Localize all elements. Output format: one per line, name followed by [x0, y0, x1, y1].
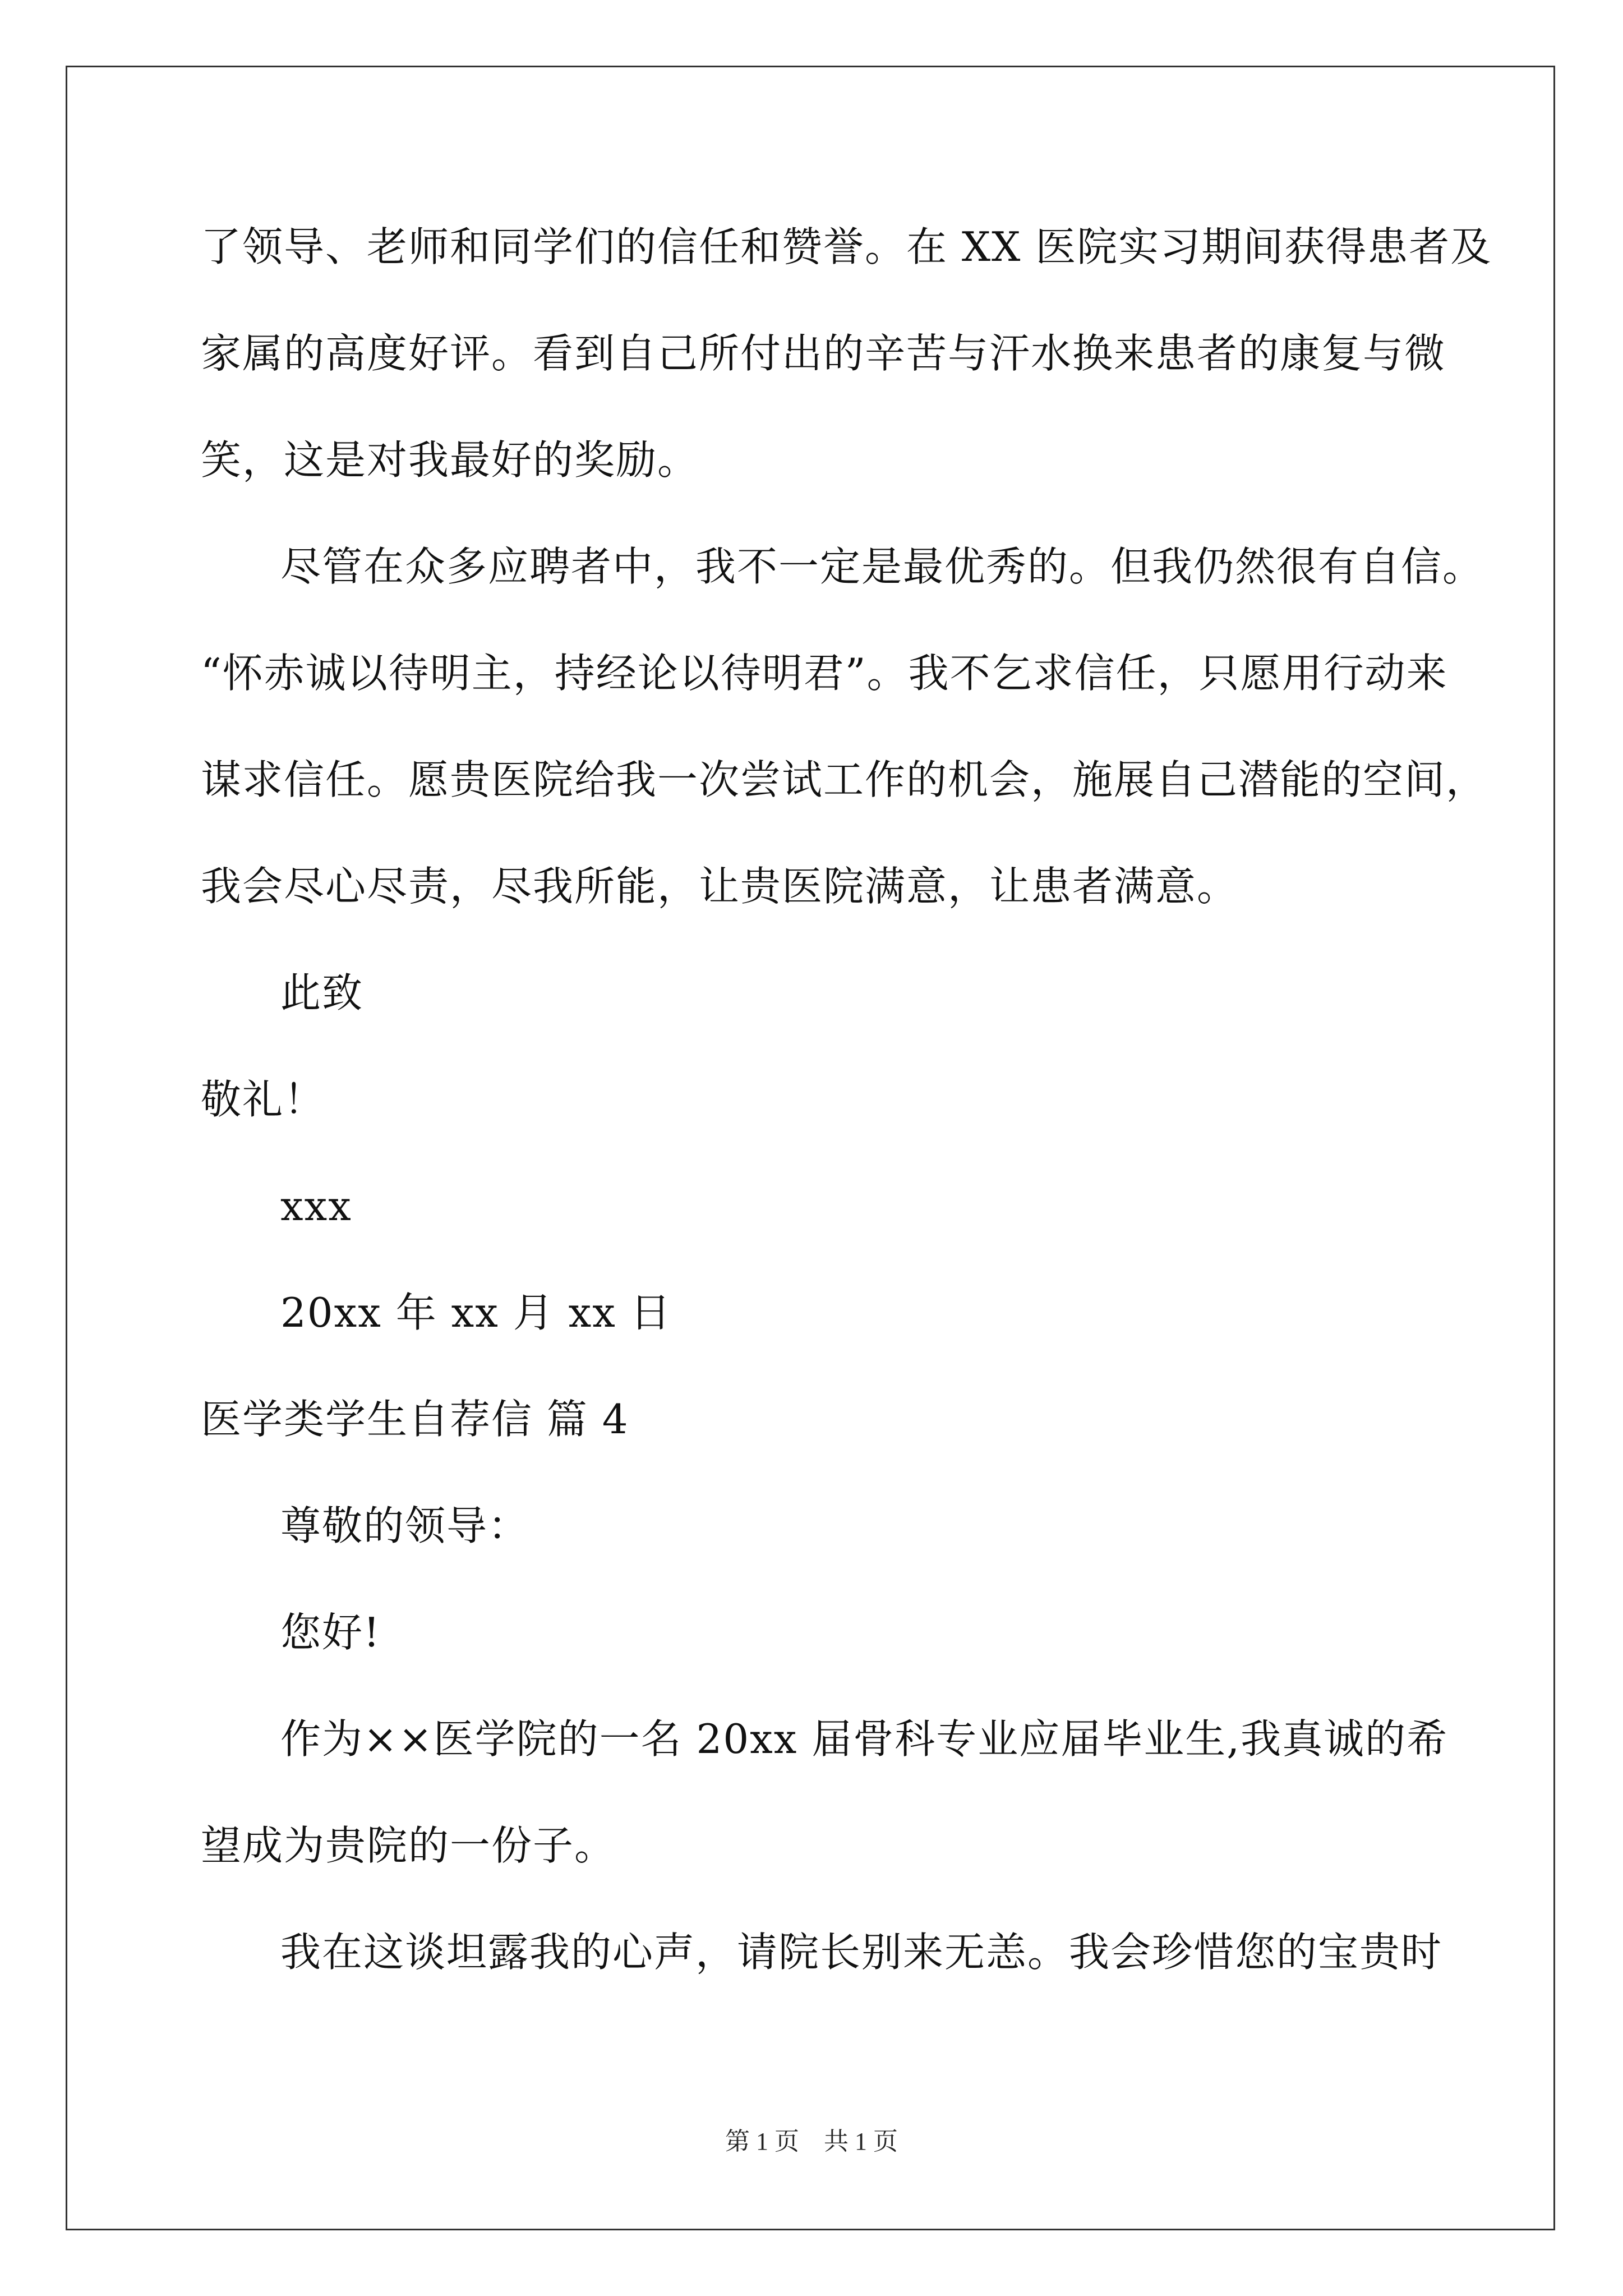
closing-regards: 敬礼！ [201, 1076, 326, 1123]
body-line-10: 我在这谈坦露我的心声，请院长别来无恙。我会珍惜您的宝贵时 [280, 1929, 1443, 1976]
page-border [66, 66, 1555, 2230]
body-line-9: 望成为贵院的一份子。 [201, 1822, 616, 1869]
page-number-footer: 第 1 页 共 1 页 [725, 2128, 898, 2155]
signature-date: 20xx 年 xx 月 xx 日 [280, 1289, 672, 1336]
closing-salutation: 此致 [280, 969, 364, 1016]
body-line-5: “怀赤诚以待明主，持经论以待明君”。我不乞求信任，只愿用行动来 [201, 650, 1448, 697]
body-line-4: 尽管在众多应聘者中，我不一定是最优秀的。但我仍然很有自信。 [280, 543, 1484, 590]
body-line-2: 家属的高度好评。看到自己所付出的辛苦与汗水换来患者的康复与微 [201, 330, 1446, 377]
body-line-7: 我会尽心尽责，尽我所能，让贵医院满意，让患者满意。 [201, 863, 1239, 910]
section-heading: 医学类学生自荐信 篇 4 [201, 1396, 629, 1443]
body-line-1: 了领导、老师和同学们的信任和赞誉。在 XX 医院实习期间获得患者及 [201, 223, 1492, 270]
letter-hello: 您好! [280, 1609, 381, 1656]
body-line-3: 笑，这是对我最好的奖励。 [201, 436, 699, 484]
signature-name: xxx [280, 1182, 352, 1230]
body-line-6: 谋求信任。愿贵医院给我一次尝试工作的机会，施展自己潜能的空间， [201, 756, 1488, 803]
body-line-8: 作为××医学院的一名 20xx 届骨科专业应届毕业生,我真诚的希 [280, 1715, 1449, 1763]
letter-greeting: 尊敬的领导： [280, 1502, 530, 1549]
